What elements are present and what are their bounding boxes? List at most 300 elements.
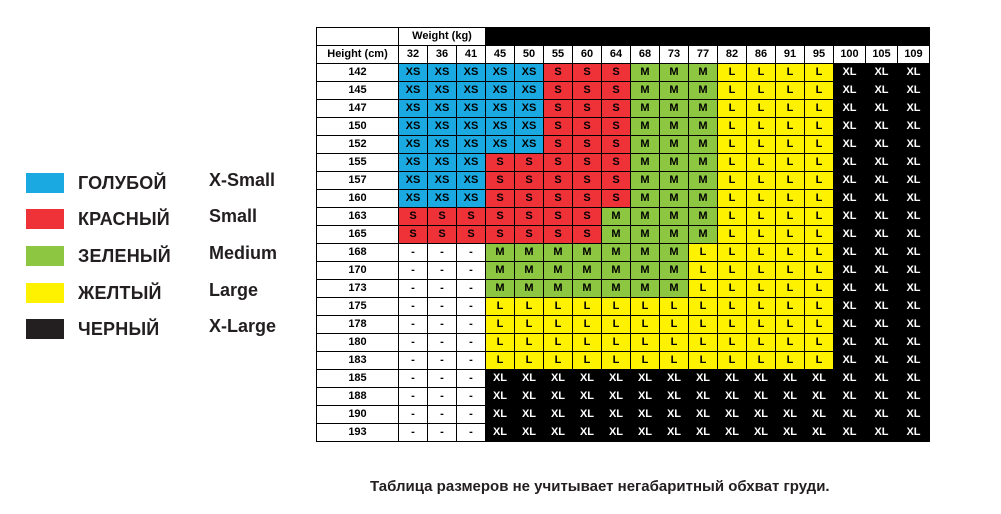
size-cell: XL	[834, 244, 866, 262]
size-cell: -	[457, 370, 486, 388]
size-cell: XL	[515, 388, 544, 406]
size-cell: M	[631, 136, 660, 154]
size-cell: M	[689, 82, 718, 100]
weight-column-header: 68	[631, 46, 660, 64]
table-row	[317, 172, 930, 190]
size-cell: M	[631, 280, 660, 298]
size-cell: L	[776, 244, 805, 262]
size-cell: -	[457, 424, 486, 442]
weight-column-header: 73	[660, 46, 689, 64]
size-cell: XL	[660, 388, 689, 406]
size-cell: XS	[457, 172, 486, 190]
height-row-header: 165	[317, 226, 399, 244]
size-cell: L	[747, 244, 776, 262]
size-cell: L	[631, 316, 660, 334]
size-cell: M	[631, 82, 660, 100]
table-row	[317, 316, 930, 334]
size-cell: XS	[486, 82, 515, 100]
size-cell: XL	[486, 424, 515, 442]
height-row-header: 175	[317, 298, 399, 316]
size-cell: S	[515, 190, 544, 208]
size-cell: L	[805, 82, 834, 100]
size-cell: M	[631, 154, 660, 172]
size-cell: L	[718, 316, 747, 334]
size-cell: S	[428, 226, 457, 244]
size-cell: L	[747, 298, 776, 316]
size-cell: L	[718, 244, 747, 262]
size-cell: L	[573, 334, 602, 352]
size-cell: XL	[866, 424, 898, 442]
size-cell: XL	[573, 370, 602, 388]
size-cell: S	[428, 208, 457, 226]
size-cell: L	[776, 118, 805, 136]
legend-item	[26, 170, 296, 192]
corner-blank	[317, 28, 399, 46]
size-cell: XL	[898, 136, 930, 154]
size-cell: XL	[573, 406, 602, 424]
size-cell: XL	[898, 280, 930, 298]
size-cell: L	[486, 316, 515, 334]
size-cell: XS	[399, 118, 428, 136]
size-cell: XL	[898, 298, 930, 316]
size-cell: L	[805, 280, 834, 298]
size-cell: S	[573, 226, 602, 244]
size-cell: L	[747, 226, 776, 244]
size-cell: S	[544, 82, 573, 100]
size-cell: -	[399, 370, 428, 388]
size-cell: XL	[898, 316, 930, 334]
size-cell: XL	[834, 298, 866, 316]
size-cell: XL	[602, 370, 631, 388]
size-cell: XL	[805, 424, 834, 442]
size-cell: L	[631, 298, 660, 316]
size-cell: L	[660, 316, 689, 334]
size-cell: XL	[834, 82, 866, 100]
size-cell: XS	[428, 190, 457, 208]
table-row	[317, 406, 930, 424]
size-cell: XL	[631, 388, 660, 406]
size-cell: L	[602, 298, 631, 316]
size-cell: XL	[866, 226, 898, 244]
size-cell: XL	[631, 424, 660, 442]
table-row	[317, 208, 930, 226]
table-row	[317, 388, 930, 406]
size-cell: M	[660, 154, 689, 172]
size-cell: L	[718, 190, 747, 208]
size-cell: XL	[515, 406, 544, 424]
size-cell: S	[457, 208, 486, 226]
table-row	[317, 154, 930, 172]
legend-size-label: Small	[209, 206, 258, 226]
height-row-header: 173	[317, 280, 399, 298]
size-cell: XS	[515, 118, 544, 136]
size-cell: -	[428, 406, 457, 424]
size-cell: S	[602, 82, 631, 100]
size-cell: XL	[834, 136, 866, 154]
size-cell: -	[399, 244, 428, 262]
size-cell: S	[602, 136, 631, 154]
size-cell: XL	[602, 424, 631, 442]
size-cell: -	[457, 316, 486, 334]
size-cell: XL	[866, 406, 898, 424]
size-cell: XL	[898, 352, 930, 370]
size-cell: L	[776, 316, 805, 334]
size-cell: XL	[834, 334, 866, 352]
height-row-header: 163	[317, 208, 399, 226]
size-cell: L	[718, 136, 747, 154]
size-cell: M	[544, 280, 573, 298]
size-cell: M	[631, 172, 660, 190]
size-cell: XL	[718, 388, 747, 406]
size-cell: L	[631, 334, 660, 352]
weight-column-header: 45	[486, 46, 515, 64]
size-cell: -	[428, 334, 457, 352]
weight-header-row	[317, 46, 930, 64]
size-cell: XL	[515, 424, 544, 442]
size-cell: M	[573, 280, 602, 298]
size-cell: S	[544, 172, 573, 190]
size-cell: L	[805, 262, 834, 280]
size-cell: XS	[428, 118, 457, 136]
weight-column-header: 55	[544, 46, 573, 64]
size-cell: XL	[898, 262, 930, 280]
size-cell: M	[631, 208, 660, 226]
size-cell: M	[515, 244, 544, 262]
size-cell: XL	[898, 334, 930, 352]
size-cell: M	[660, 280, 689, 298]
size-cell: L	[515, 352, 544, 370]
table-row	[317, 280, 930, 298]
size-cell: XL	[834, 226, 866, 244]
size-cell: XL	[866, 298, 898, 316]
size-cell: L	[718, 298, 747, 316]
size-cell: XL	[689, 370, 718, 388]
table-row	[317, 334, 930, 352]
size-cell: M	[689, 226, 718, 244]
size-cell: -	[428, 352, 457, 370]
height-row-header: 180	[317, 334, 399, 352]
size-cell: L	[602, 316, 631, 334]
size-cell: L	[747, 208, 776, 226]
size-cell: L	[805, 118, 834, 136]
table-row	[317, 370, 930, 388]
size-cell: S	[486, 226, 515, 244]
legend-size-label: X-Large	[209, 316, 277, 336]
size-cell: S	[544, 190, 573, 208]
footnote: Таблица размеров не учитывает негабаритный обхват груди.	[370, 478, 830, 495]
size-cell: M	[660, 82, 689, 100]
size-cell: XL	[805, 388, 834, 406]
size-cell: L	[776, 334, 805, 352]
size-cell: -	[399, 298, 428, 316]
size-cell: S	[544, 136, 573, 154]
size-cell: L	[486, 298, 515, 316]
legend-swatch	[26, 283, 64, 303]
size-cell: -	[399, 406, 428, 424]
legend-color-name: ЖЕЛТЫЙ	[78, 283, 162, 303]
size-cell: L	[718, 226, 747, 244]
size-cell: XL	[776, 388, 805, 406]
size-cell: M	[660, 208, 689, 226]
size-cell: M	[486, 280, 515, 298]
legend-size-label: X-Small	[209, 170, 276, 190]
size-cell: L	[805, 208, 834, 226]
size-cell: XL	[631, 370, 660, 388]
size-cell: -	[428, 370, 457, 388]
size-cell: L	[805, 190, 834, 208]
size-cell: L	[573, 316, 602, 334]
size-cell: XL	[866, 334, 898, 352]
size-cell: XS	[457, 190, 486, 208]
size-cell: L	[747, 262, 776, 280]
size-cell: XL	[776, 370, 805, 388]
size-cell: M	[660, 100, 689, 118]
size-cell: L	[747, 154, 776, 172]
size-cell: XL	[805, 406, 834, 424]
size-cell: XL	[486, 388, 515, 406]
size-cell: L	[689, 316, 718, 334]
size-cell: M	[689, 100, 718, 118]
size-cell: XS	[428, 82, 457, 100]
size-cell: L	[776, 154, 805, 172]
size-cell: XL	[660, 406, 689, 424]
size-cell: -	[428, 262, 457, 280]
size-cell: XL	[747, 424, 776, 442]
size-cell: XL	[718, 406, 747, 424]
size-cell: XL	[866, 64, 898, 82]
size-cell: L	[718, 262, 747, 280]
legend-color-name: ГОЛУБОЙ	[78, 173, 167, 193]
size-cell: XL	[866, 190, 898, 208]
height-row-header: 145	[317, 82, 399, 100]
size-cell: -	[457, 280, 486, 298]
size-cell: S	[573, 64, 602, 82]
legend-size-label: Medium	[209, 243, 278, 263]
size-cell: L	[515, 334, 544, 352]
size-cell: L	[776, 298, 805, 316]
size-cell: XS	[457, 82, 486, 100]
size-cell: S	[515, 172, 544, 190]
size-cell: L	[718, 208, 747, 226]
legend-size-label: Large	[209, 280, 259, 300]
size-cell: XS	[486, 118, 515, 136]
weight-column-header: 100	[834, 46, 866, 64]
size-cell: XL	[834, 100, 866, 118]
size-cell: XL	[866, 262, 898, 280]
size-cell: XL	[776, 406, 805, 424]
size-cell: XS	[486, 64, 515, 82]
size-cell: XL	[834, 316, 866, 334]
size-cell: XS	[428, 172, 457, 190]
size-cell: L	[544, 316, 573, 334]
table-row	[317, 82, 930, 100]
size-cell: -	[399, 388, 428, 406]
table-row	[317, 64, 930, 82]
size-cell: L	[776, 82, 805, 100]
table-row	[317, 226, 930, 244]
size-cell: XL	[898, 190, 930, 208]
size-cell: -	[428, 388, 457, 406]
size-cell: -	[457, 388, 486, 406]
size-cell: -	[428, 298, 457, 316]
size-cell: L	[747, 172, 776, 190]
size-cell: L	[718, 334, 747, 352]
size-cell: -	[399, 424, 428, 442]
size-cell: L	[718, 352, 747, 370]
legend-color-name: ЗЕЛЕНЫЙ	[78, 246, 171, 266]
size-cell: XL	[631, 406, 660, 424]
legend-item	[26, 316, 296, 338]
size-cell: M	[660, 172, 689, 190]
size-cell: XL	[834, 208, 866, 226]
size-cell: M	[660, 190, 689, 208]
size-cell: S	[486, 154, 515, 172]
size-cell: S	[486, 172, 515, 190]
size-cell: XS	[399, 100, 428, 118]
size-cell: XS	[399, 136, 428, 154]
table-row	[317, 190, 930, 208]
size-cell: XS	[428, 64, 457, 82]
size-cell: M	[544, 244, 573, 262]
table-row	[317, 262, 930, 280]
size-cell: L	[718, 154, 747, 172]
size-cell: M	[515, 280, 544, 298]
size-cell: L	[747, 334, 776, 352]
height-row-header: 193	[317, 424, 399, 442]
size-cell: -	[428, 424, 457, 442]
legend-swatch	[26, 319, 64, 339]
height-row-header: 188	[317, 388, 399, 406]
size-cell: S	[486, 190, 515, 208]
size-cell: XL	[660, 370, 689, 388]
size-cell: XL	[747, 388, 776, 406]
height-row-header: 168	[317, 244, 399, 262]
size-cell: S	[486, 208, 515, 226]
size-cell: -	[399, 352, 428, 370]
size-cell: XL	[834, 190, 866, 208]
size-cell: S	[457, 226, 486, 244]
size-cell: XL	[866, 352, 898, 370]
size-cell: XS	[399, 190, 428, 208]
size-cell: S	[544, 226, 573, 244]
size-cell: M	[689, 136, 718, 154]
size-cell: M	[631, 64, 660, 82]
size-cell: L	[660, 334, 689, 352]
size-cell: XL	[747, 406, 776, 424]
size-cell: S	[544, 154, 573, 172]
size-cell: S	[573, 208, 602, 226]
weight-column-header: 64	[602, 46, 631, 64]
weight-column-header: 41	[457, 46, 486, 64]
size-cell: L	[515, 316, 544, 334]
size-cell: M	[573, 244, 602, 262]
size-cell: XS	[515, 82, 544, 100]
header-black-band	[486, 28, 930, 46]
size-cell: M	[689, 208, 718, 226]
size-cell: XL	[718, 424, 747, 442]
size-cell: XL	[573, 388, 602, 406]
size-cell: XS	[515, 136, 544, 154]
size-cell: M	[602, 262, 631, 280]
height-row-header: 142	[317, 64, 399, 82]
size-cell: L	[776, 280, 805, 298]
size-cell: L	[486, 334, 515, 352]
size-cell: XS	[486, 136, 515, 154]
size-cell: XS	[457, 100, 486, 118]
legend-item	[26, 206, 296, 228]
height-row-header: 160	[317, 190, 399, 208]
size-cell: S	[399, 208, 428, 226]
size-cell: XL	[898, 424, 930, 442]
size-cell: XL	[866, 82, 898, 100]
weight-column-header: 91	[776, 46, 805, 64]
size-cell: XL	[866, 118, 898, 136]
size-cell: S	[573, 154, 602, 172]
size-cell: L	[689, 280, 718, 298]
size-cell: L	[805, 298, 834, 316]
size-cell: L	[747, 100, 776, 118]
height-row-header: 157	[317, 172, 399, 190]
weight-column-header: 50	[515, 46, 544, 64]
size-cell: M	[660, 244, 689, 262]
size-cell: L	[689, 352, 718, 370]
size-cell: -	[457, 244, 486, 262]
size-cell: XL	[898, 82, 930, 100]
size-cell: -	[428, 316, 457, 334]
size-cell: L	[805, 136, 834, 154]
height-row-header: 155	[317, 154, 399, 172]
size-cell: XL	[834, 352, 866, 370]
size-cell: XL	[898, 100, 930, 118]
size-cell: M	[631, 226, 660, 244]
size-cell: XL	[866, 136, 898, 154]
size-cell: XL	[898, 370, 930, 388]
size-cell: L	[776, 262, 805, 280]
size-cell: L	[718, 172, 747, 190]
size-cell: XL	[805, 370, 834, 388]
size-cell: XS	[428, 154, 457, 172]
size-cell: L	[805, 316, 834, 334]
size-cell: XL	[834, 154, 866, 172]
size-cell: L	[660, 298, 689, 316]
size-cell: XL	[898, 208, 930, 226]
size-cell: S	[515, 154, 544, 172]
size-cell: L	[573, 352, 602, 370]
size-cell: S	[515, 226, 544, 244]
size-cell: XS	[399, 82, 428, 100]
size-cell: XL	[544, 424, 573, 442]
size-cell: XL	[573, 424, 602, 442]
size-cell: L	[747, 82, 776, 100]
size-cell: M	[631, 118, 660, 136]
size-cell: L	[805, 172, 834, 190]
size-cell: L	[747, 64, 776, 82]
size-cell: S	[544, 100, 573, 118]
size-cell: XL	[898, 226, 930, 244]
size-cell: L	[573, 298, 602, 316]
size-cell: -	[399, 334, 428, 352]
size-cell: M	[689, 154, 718, 172]
size-cell: XS	[399, 64, 428, 82]
size-cell: XL	[898, 154, 930, 172]
size-cell: XL	[544, 370, 573, 388]
size-cell: L	[805, 226, 834, 244]
size-cell: M	[602, 244, 631, 262]
size-cell: S	[573, 190, 602, 208]
size-cell: XL	[544, 406, 573, 424]
size-cell: XL	[866, 388, 898, 406]
size-cell: XS	[428, 100, 457, 118]
